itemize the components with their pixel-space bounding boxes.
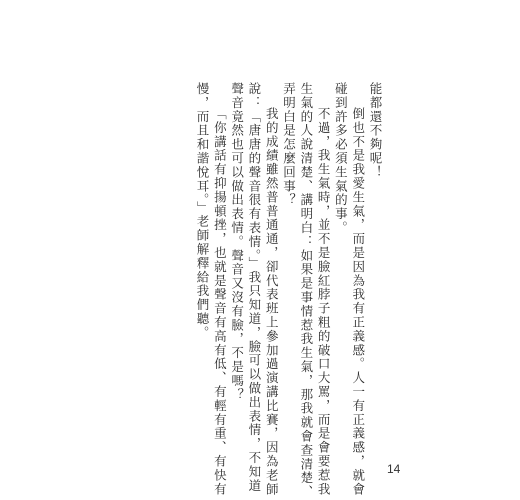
text-line: 不過，我生氣時，並不是臉紅脖子粗的破口大罵，而是會要惹我 [316,107,332,497]
text-line: 「你講話有抑揚頓挫，也就是聲音有高有低、有輕有重、有快有 [212,107,228,497]
vertical-text-block [154,82,384,499]
text-line: 聲音竟然也可以做出表情。聲音又沒有臉，不是嗎？ [229,82,245,402]
text-line: 碰到許多必須生氣的事。 [333,82,349,235]
text-line: 慢，而且和諧悅耳。」老師解釋給我們聽。 [195,82,211,340]
text-line: 生氣的人說清楚、講明白：如果是事情惹我生氣，那我就會查清楚、 [298,82,314,499]
text-line: 倒也不是我愛生氣，而是因為我有正義感。人一有正義感，就會 [350,107,366,497]
text-line: 說：「唐唐的聲音很有表情。」我只知道，臉可以做出表情，不知道 [246,82,262,493]
text-line: 我的成績雖然普普通通，卻代表班上參加過演講比賽，因為老師 [264,107,280,497]
page-number: 14 [387,462,401,476]
text-line: 弄明白是怎麼回事？ [281,82,297,208]
text-line: 能都還不夠呢！ [368,82,383,180]
